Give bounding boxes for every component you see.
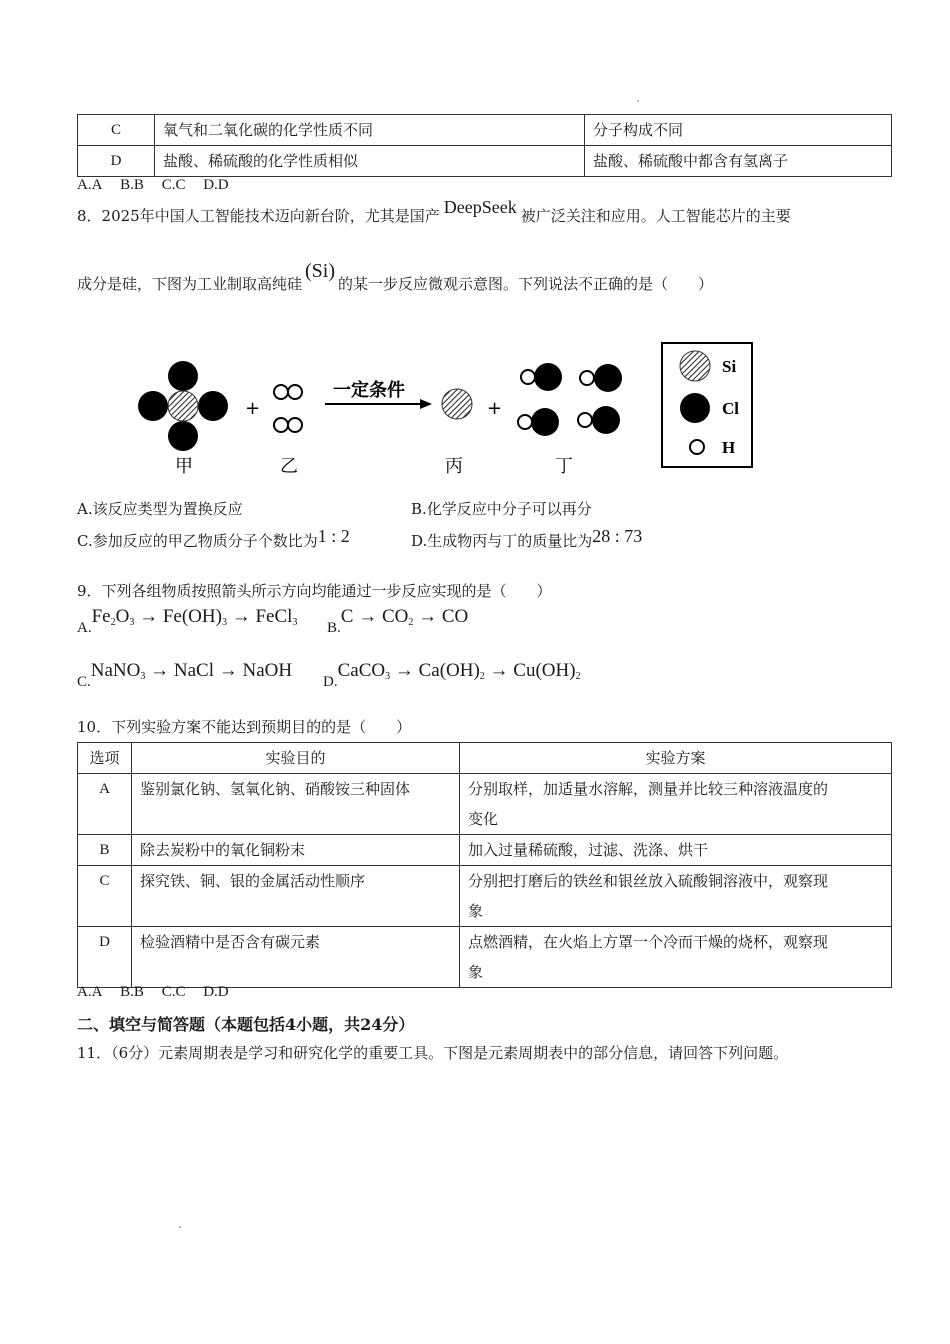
reason-cell: 分子构成不同	[585, 115, 892, 146]
si-symbol: (Si)	[305, 260, 336, 282]
choice-d: D.D	[203, 984, 229, 1000]
table-row	[78, 146, 892, 177]
q7-table	[77, 114, 892, 177]
fact-cell: 盐酸、稀硫酸的化学性质相似	[155, 146, 585, 177]
legend-box	[662, 343, 752, 467]
table-header-row	[78, 743, 892, 774]
header-option: 选项	[78, 743, 132, 774]
q8-option-b: B.化学反应中分子可以再分	[411, 500, 592, 518]
q11-stem: 11．（6分）元素周期表是学习和研究化学的重要工具。下图是元素周期表中的部分信息，请回答下列问题。	[77, 1044, 789, 1062]
q8-stem-line2: 成分是硅，下图为工业制取高纯硅(Si)的某一步反应微观示意图。下列说法不正确的是（ ）	[77, 260, 714, 293]
choice-c: C.C	[161, 177, 186, 193]
q10-choices	[77, 984, 243, 1001]
q8-option-a: A.该反应类型为置换反应	[77, 500, 243, 518]
cl-atom-icon	[680, 393, 710, 423]
header-purpose: 实验目的	[132, 743, 460, 774]
svg-text:一定条件: 一定条件	[333, 380, 405, 401]
molecule-yi-icon	[274, 385, 302, 432]
option-cell: C	[78, 115, 155, 146]
molecule-bing-icon	[442, 389, 472, 419]
q7-choices	[77, 177, 243, 194]
reaction-diagram	[120, 330, 770, 480]
si-atom-icon	[680, 351, 710, 381]
header-plan: 实验方案	[460, 743, 892, 774]
label-jia: 甲	[175, 456, 193, 477]
choice-a: A.A	[77, 177, 103, 193]
deepseek-term: DeepSeek	[443, 197, 517, 217]
choice-b: B.B	[120, 984, 144, 1000]
q8-stem-line1: 8．2025年中国人工智能技术迈向新台阶，尤其是国产 DeepSeek 被广泛关注和应用。人工智能芯片的主要	[77, 197, 791, 225]
q10-stem: 10．下列实验方案不能达到预期目的的是（ ）	[77, 718, 412, 736]
q9-option-b: $B.C \to CO_2$ → CO	[327, 606, 469, 636]
option-cell: D	[78, 146, 155, 177]
fact-cell: 氧气和二氧化碳的化学性质不同	[155, 115, 585, 146]
table-row: B 除去炭粉中的氧化铜粉末 加入过量稀硫酸，过滤、洗涤、烘干	[78, 835, 892, 866]
label-yi: 乙	[280, 456, 298, 477]
scan-mark	[179, 1226, 181, 1228]
q8-option-c: C.参加反应的甲乙物质分子个数比为1 : 2	[77, 526, 350, 550]
label-bing: 丙	[445, 456, 463, 477]
scan-mark	[637, 100, 639, 102]
svg-text:Si: Si	[722, 357, 737, 376]
q8-option-d: D.生成物丙与丁的质量比为28 : 73	[411, 526, 643, 550]
plus-sign: +	[245, 398, 261, 419]
table-row: C 探究铁、铜、银的金属活动性顺序 分别把打磨后的铁丝和银丝放入硫酸铜溶液中，观察现 象	[78, 866, 892, 927]
q9-stem: 9．下列各组物质按照箭头所示方向均能通过一步反应实现的是（ ）	[77, 582, 552, 600]
q9-option-a: $A.Fe_2O_3 \to Fe(OH)_3$ → FeCl$_3$	[77, 606, 298, 636]
section-heading: 二、填空与简答题（本题包括4小题，共24分）	[77, 1015, 415, 1034]
molecule-jia-icon	[138, 361, 228, 451]
choice-d: D.D	[203, 177, 229, 193]
choice-a: A.A	[77, 984, 103, 1000]
svg-text:Cl: Cl	[722, 399, 739, 418]
molecule-ding-icon	[518, 363, 622, 436]
table-row	[78, 115, 892, 146]
h-atom-icon	[690, 440, 704, 454]
reason-cell: 盐酸、稀硫酸中都含有氢离子	[585, 146, 892, 177]
choice-c: C.C	[161, 984, 186, 1000]
q9-option-d: D.CaCO$_3$ → $Ca(OH)_2 \to Cu(OH)_2$	[323, 660, 581, 690]
svg-text:+: +	[487, 398, 503, 419]
q9-option-c: C.NaNO$_3$ → NaCl → NaOH	[77, 660, 293, 690]
table-row: A 鉴别氯化钠、氢氧化钠、硝酸铵三种固体 分别取样，加适量水溶解，测量并比较三种溶液温度的 变化	[78, 774, 892, 835]
q10-table	[77, 742, 892, 988]
table-row: D 检验酒精中是否含有碳元素 点燃酒精，在火焰上方罩一个冷而干燥的烧杯，观察现 象	[78, 927, 892, 988]
svg-text:H: H	[722, 438, 736, 457]
choice-b: B.B	[120, 177, 144, 193]
label-ding: 丁	[555, 456, 573, 477]
